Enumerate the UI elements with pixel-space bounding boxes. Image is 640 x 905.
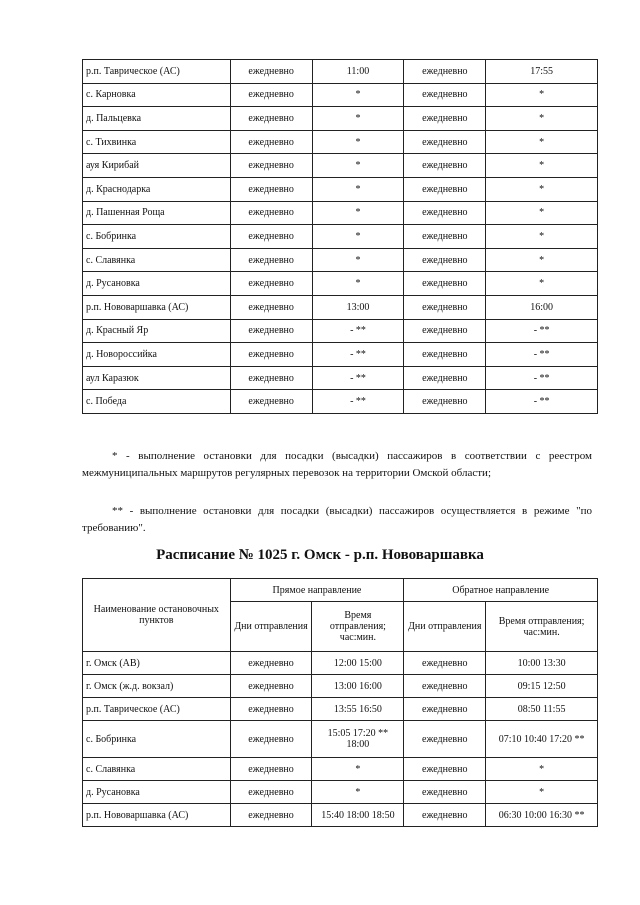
time-forward: 12:00 15:00 bbox=[312, 652, 404, 675]
time-forward: * bbox=[312, 107, 404, 131]
time-forward: 13:00 16:00 bbox=[312, 675, 404, 698]
time-forward: 13:00 bbox=[312, 295, 404, 319]
stop-name: р.п. Таврическое (АС) bbox=[83, 60, 231, 84]
schedule-table-continued bbox=[82, 59, 598, 414]
stop-name: р.п. Нововаршавка (АС) bbox=[83, 804, 231, 827]
time-forward: * bbox=[312, 154, 404, 178]
table-row bbox=[83, 675, 598, 698]
days-forward: ежедневно bbox=[230, 177, 312, 201]
time-backward: * bbox=[486, 177, 598, 201]
time-backward: - ** bbox=[486, 366, 598, 390]
table-row bbox=[83, 343, 598, 367]
stop-name: д. Русановка bbox=[83, 272, 231, 296]
days-backward: ежедневно bbox=[404, 698, 486, 721]
table-row bbox=[83, 319, 598, 343]
time-backward: * bbox=[486, 272, 598, 296]
stop-name: с. Победа bbox=[83, 390, 231, 414]
table-row bbox=[83, 83, 598, 107]
table-row bbox=[83, 154, 598, 178]
time-backward: 09:15 12:50 bbox=[486, 675, 598, 698]
header-stops: Наименование остановочных пунктов bbox=[83, 579, 231, 652]
table-row bbox=[83, 201, 598, 225]
days-forward: ежедневно bbox=[230, 154, 312, 178]
time-backward: 10:00 13:30 bbox=[486, 652, 598, 675]
schedule-table-1025 bbox=[82, 578, 598, 827]
days-forward: ежедневно bbox=[230, 652, 312, 675]
days-forward: ежедневно bbox=[230, 60, 312, 84]
days-backward: ежедневно bbox=[404, 107, 486, 131]
time-backward: 07:10 10:40 17:20 ** bbox=[486, 721, 598, 758]
time-backward: * bbox=[486, 781, 598, 804]
schedule-table-1025-body bbox=[83, 579, 598, 827]
days-forward: ежедневно bbox=[230, 83, 312, 107]
table-row bbox=[83, 804, 598, 827]
days-forward: ежедневно bbox=[230, 343, 312, 367]
table-row bbox=[83, 177, 598, 201]
header-forward: Прямое направление bbox=[230, 579, 404, 602]
stop-name: д. Краснодарка bbox=[83, 177, 231, 201]
days-forward: ежедневно bbox=[230, 107, 312, 131]
days-backward: ежедневно bbox=[404, 675, 486, 698]
days-forward: ежедневно bbox=[230, 201, 312, 225]
schedule-title: Расписание № 1025 г. Омск - р.п. Нововаршавка bbox=[156, 547, 484, 563]
days-backward: ежедневно bbox=[404, 177, 486, 201]
days-backward: ежедневно bbox=[404, 319, 486, 343]
table-row bbox=[83, 390, 598, 414]
stop-name: ауя Кирибай bbox=[83, 154, 231, 178]
days-backward: ежедневно bbox=[404, 366, 486, 390]
days-forward: ежедневно bbox=[230, 366, 312, 390]
days-forward: ежедневно bbox=[230, 781, 312, 804]
stop-name: с. Бобринка bbox=[83, 225, 231, 249]
days-backward: ежедневно bbox=[404, 781, 486, 804]
days-backward: ежедневно bbox=[404, 343, 486, 367]
table-row bbox=[83, 781, 598, 804]
time-backward: * bbox=[486, 758, 598, 781]
stop-name: с. Славянка bbox=[83, 248, 231, 272]
days-forward: ежедневно bbox=[230, 295, 312, 319]
time-forward: - ** bbox=[312, 366, 404, 390]
table-row bbox=[83, 248, 598, 272]
time-forward: - ** bbox=[312, 343, 404, 367]
time-backward: - ** bbox=[486, 319, 598, 343]
days-backward: ежедневно bbox=[404, 295, 486, 319]
stop-name: д. Красный Яр bbox=[83, 319, 231, 343]
table-row bbox=[83, 130, 598, 154]
time-backward: * bbox=[486, 107, 598, 131]
schedule-table-continued-body bbox=[83, 60, 598, 414]
table-row bbox=[83, 272, 598, 296]
time-backward: * bbox=[486, 83, 598, 107]
stop-name: с. Славянка bbox=[83, 758, 231, 781]
days-forward: ежедневно bbox=[230, 319, 312, 343]
time-backward: 17:55 bbox=[486, 60, 598, 84]
table-row bbox=[83, 721, 598, 758]
days-forward: ежедневно bbox=[230, 804, 312, 827]
time-forward: - ** bbox=[312, 319, 404, 343]
table-row bbox=[83, 698, 598, 721]
table-row bbox=[83, 366, 598, 390]
time-forward: 15:40 18:00 18:50 bbox=[312, 804, 404, 827]
stop-name: д. Пашенная Роща bbox=[83, 201, 231, 225]
days-forward: ежедневно bbox=[230, 758, 312, 781]
time-forward: 15:05 17:20 ** 18:00 bbox=[312, 721, 404, 758]
days-forward: ежедневно bbox=[230, 248, 312, 272]
time-forward: * bbox=[312, 272, 404, 296]
days-backward: ежедневно bbox=[404, 804, 486, 827]
note-single-asterisk: * - выполнение остановки для посадки (высадки) пассажиров в соответствии с реестром межмуниципальных маршрутов регулярных перевозок на территории Омской области; bbox=[82, 450, 592, 479]
time-backward: * bbox=[486, 130, 598, 154]
header-row-directions bbox=[83, 579, 598, 602]
time-forward: * bbox=[312, 248, 404, 272]
note-double-asterisk: ** - выполнение остановки для посадки (высадки) пассажиров осуществляется в режиме "по требованию". bbox=[82, 505, 592, 534]
days-backward: ежедневно bbox=[404, 248, 486, 272]
time-forward: * bbox=[312, 225, 404, 249]
days-forward: ежедневно bbox=[230, 272, 312, 296]
time-backward: * bbox=[486, 225, 598, 249]
stop-name: г. Омск (ж.д. вокзал) bbox=[83, 675, 231, 698]
time-forward: * bbox=[312, 83, 404, 107]
days-backward: ежедневно bbox=[404, 60, 486, 84]
days-forward: ежедневно bbox=[230, 675, 312, 698]
table-row bbox=[83, 225, 598, 249]
stop-name: р.п. Таврическое (АС) bbox=[83, 698, 231, 721]
time-backward: 16:00 bbox=[486, 295, 598, 319]
days-backward: ежедневно bbox=[404, 130, 486, 154]
stop-name: р.п. Нововаршавка (АС) bbox=[83, 295, 231, 319]
days-backward: ежедневно bbox=[404, 201, 486, 225]
stop-name: г. Омск (АВ) bbox=[83, 652, 231, 675]
stop-name: д. Новороссийка bbox=[83, 343, 231, 367]
stop-name: с. Карновка bbox=[83, 83, 231, 107]
days-backward: ежедневно bbox=[404, 390, 486, 414]
days-backward: ежедневно bbox=[404, 272, 486, 296]
time-backward: - ** bbox=[486, 390, 598, 414]
header-backward: Обратное направление bbox=[404, 579, 598, 602]
days-forward: ежедневно bbox=[230, 130, 312, 154]
table-row bbox=[83, 758, 598, 781]
days-forward: ежедневно bbox=[230, 698, 312, 721]
time-forward: * bbox=[312, 781, 404, 804]
table-row bbox=[83, 60, 598, 84]
stop-name: с. Бобринка bbox=[83, 721, 231, 758]
stop-name: д. Русановка bbox=[83, 781, 231, 804]
time-forward: * bbox=[312, 177, 404, 201]
time-forward: 13:55 16:50 bbox=[312, 698, 404, 721]
header-time-backward: Время отправления; час:мин. bbox=[486, 602, 598, 652]
stop-name: д. Пальцевка bbox=[83, 107, 231, 131]
days-backward: ежедневно bbox=[404, 758, 486, 781]
header-time-forward: Время отправления; час:мин. bbox=[312, 602, 404, 652]
days-forward: ежедневно bbox=[230, 721, 312, 758]
time-forward: * bbox=[312, 201, 404, 225]
days-backward: ежедневно bbox=[404, 652, 486, 675]
days-forward: ежедневно bbox=[230, 390, 312, 414]
days-backward: ежедневно bbox=[404, 225, 486, 249]
time-forward: 11:00 bbox=[312, 60, 404, 84]
days-backward: ежедневно bbox=[404, 83, 486, 107]
time-backward: 06:30 10:00 16:30 ** bbox=[486, 804, 598, 827]
time-backward: * bbox=[486, 154, 598, 178]
table-row bbox=[83, 652, 598, 675]
time-forward: * bbox=[312, 130, 404, 154]
time-backward: - ** bbox=[486, 343, 598, 367]
time-backward: 08:50 11:55 bbox=[486, 698, 598, 721]
time-backward: * bbox=[486, 201, 598, 225]
time-forward: - ** bbox=[312, 390, 404, 414]
time-backward: * bbox=[486, 248, 598, 272]
table-row bbox=[83, 295, 598, 319]
header-days-forward: Дни отправления bbox=[230, 602, 312, 652]
time-forward: * bbox=[312, 758, 404, 781]
stop-name: аул Каразюк bbox=[83, 366, 231, 390]
stop-name: с. Тихвинка bbox=[83, 130, 231, 154]
days-forward: ежедневно bbox=[230, 225, 312, 249]
days-backward: ежедневно bbox=[404, 721, 486, 758]
header-days-backward: Дни отправления bbox=[404, 602, 486, 652]
table-row bbox=[83, 107, 598, 131]
days-backward: ежедневно bbox=[404, 154, 486, 178]
